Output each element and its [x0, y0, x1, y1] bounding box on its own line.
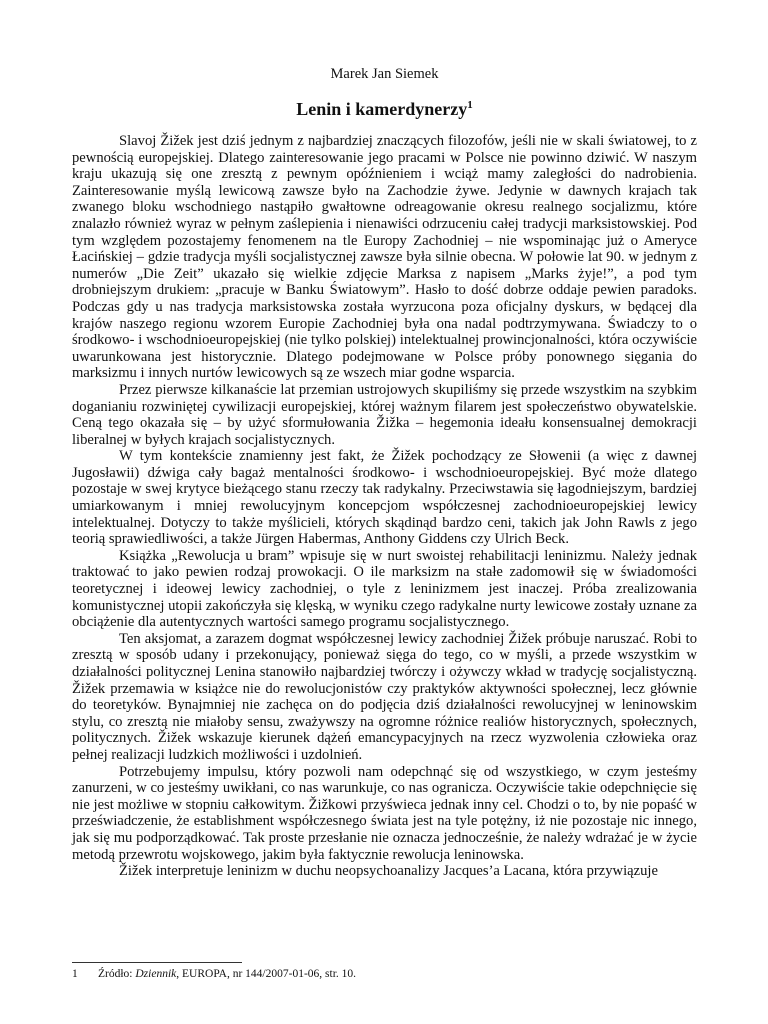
- paragraph: Potrzebujemy impulsu, który pozwoli nam odepchnąć się od wszystkiego, w czym jesteśmy zanurzeni, w co jesteśmy uwikłani, co nas warunkuje, co nas ogranicza. Oczywiście takie odepchnięcie się nie jest możliwe w stopniu całkowitym. Žižkowi przyświeca jednak inny cel. Chodzi o to, by nie popaść w przeświadczenie, że establishment współczesnego świata jest na tyle potężny, iż nie pozostaje nic innego, jak się mu podporządkować. Tak proste przesłanie nie oznacza jednocześnie, że należy wdrażać je w życie metodą przewrotu wojskowego, jakim była faktycznie rewolucja leninowska.: [72, 763, 697, 863]
- title-footnote-mark: 1: [467, 99, 473, 111]
- paragraph: Książka „Rewolucja u bram” wpisuje się w nurt swoistej rehabilitacji leninizmu. Należy jednak traktować to jako pewien rodzaj prowokacji. O ile marksizm na stałe zadomowił się w świadomości teoretycznej i ideowej lewicy zachodniej, o tyle z leninizmem jest inaczej. Próba zrealizowania komunistycznej utopii zakończyła się klęską, w wyniku czego radykalne nurty lewicowe zostały uznane za obciążenie dla autentycznych wartości samego programu socjalistycznego.: [72, 547, 697, 631]
- footnote-rest: , EUROPA, nr 144/2007-01-06, str. 10.: [176, 968, 357, 980]
- article-title-text: Lenin i kamerdynerzy: [296, 99, 468, 119]
- paragraph: Slavoj Žižek jest dziś jednym z najbardziej znaczących filozofów, jeśli nie w skali światowej, to z pewnością europejskiej. Dlatego zainteresowanie jego pracami w Polsce nie powinno dziwić. W naszym kraju ukazują się one zresztą z pewnym opóźnieniem i wciąż mamy zaległości do nadrobienia. Zainteresowanie myślą lewicową zawsze było na Zachodzie żywe. Jedynie w dawnych krajach tak zwanego bloku wschodniego nastąpiło gwałtowne odreagowanie okresu realnego socjalizmu, które znalazło również wyraz w pełnym zaślepienia i nienawiści odrzuceniu całej tradycji marksistowskiej. Pod tym względem pozostajemy fenomenem na tle Europy Zachodniej – nie wspominając już o Ameryce Łacińskiej – gdzie tradycja myśli socjalistycznej zawsze była silnie obecna. W połowie lat 90. w jednym z numerów „Die Zeit” ukazało się wielkie zdjęcie Marksa z napisem „Marks żyje!”, a pod tym drobniejszym drukiem: „pracuje w Banku Światowym”. Hasło to dość dobrze oddaje pewien paradoks. Podczas gdy u nas tradycja marksistowska została wyrzucona poza oficjalny dyskurs, w będącej dla krajów naszego regionu wzorem Europie Zachodniej była ona nadal podtrzymywana. Świadczy to o środkowo- i wschodnioeuropejskiej (nie tylko polskiej) intelektualnej prowincjonalności, która oczywiście uwarunkowana jest historycznie. Dlatego podejmowane w Polsce próby ponownego sięgania do marksizmu i innych nurtów lewicowych są ze wszech miar godne wsparcia.: [72, 133, 697, 382]
- footnote: [72, 968, 697, 980]
- article-title: [72, 99, 697, 120]
- paragraph: Ten aksjomat, a zarazem dogmat współczesnej lewicy zachodniej Žižek próbuje naruszać. Robi to zresztą w sposób udany i przekonujący, ponieważ sięga do tego, co w myśli, a przede wszystkim w działalności politycznej Lenina stanowiło najbardziej twórczy i ożywczy wkład w tradycję socjalistyczną. Žižek przemawia w książce nie do rewolucjonistów czy praktyków aktywności społecznej, lecz głównie do teoretyków. Bynajmniej nie zachęca on do podjęcia dziś działalności rewolucyjnej w leninowskim stylu, co zresztą nie miałoby sensu, zważywszy na ogromne różnice realiów historycznych, społecznych, politycznych. Žižek wskazuje kierunek dążeń emancypacyjnych na rzecz wyzwolenia człowieka oraz pełnej realizacji ludzkich możliwości i uzdolnień.: [72, 630, 697, 763]
- footnote-prefix: Źródło:: [98, 968, 136, 980]
- footnote-number: 1: [72, 968, 78, 980]
- paragraph: Žižek interpretuje leninizm w duchu neopsychoanalizy Jacques’a Lacana, która przywiązuje: [119, 863, 658, 880]
- paragraph: W tym kontekście znamienny jest fakt, że Žižek pochodzący ze Słowenii (a więc z dawnej Jugosławii) dźwiga cały bagaż mentalności środkowo- i wschodnioeuropejskiej. Być może dlatego pozostaje w swej krytyce bieżącego stanu rzeczy tak radykalny. Przeciwstawia się łagodniejszym, bardziej umiarkowanym i mniej rewolucyjnym koncepcjom współczesnej zachodnioeuropejskiej lewicy intelektualnej. Dotyczy to także myślicieli, których skądinąd bardzo ceni, takich jak John Rawls z jego teorią sprawiedliwości, a także Jürgen Habermas, Anthony Giddens czy Ulrich Beck.: [72, 448, 697, 548]
- article-body: [72, 133, 697, 880]
- paragraph: Przez pierwsze kilkanaście lat przemian ustrojowych skupiliśmy się przede wszystkim na szybkim doganianiu rozwiniętej cywilizacji europejskiej, której ważnym filarem jest społeczeństwo obywatelskie. Ceną tego okazała się – by użyć sformułowania Žižka – hegemonia ideału konsensualnej demokracji liberalnej w byłych krajach socjalistycznych.: [72, 381, 697, 448]
- author-name: Marek Jan Siemek: [330, 66, 439, 82]
- footnote-source: Dziennik: [135, 968, 177, 980]
- footnote-separator: [72, 962, 242, 963]
